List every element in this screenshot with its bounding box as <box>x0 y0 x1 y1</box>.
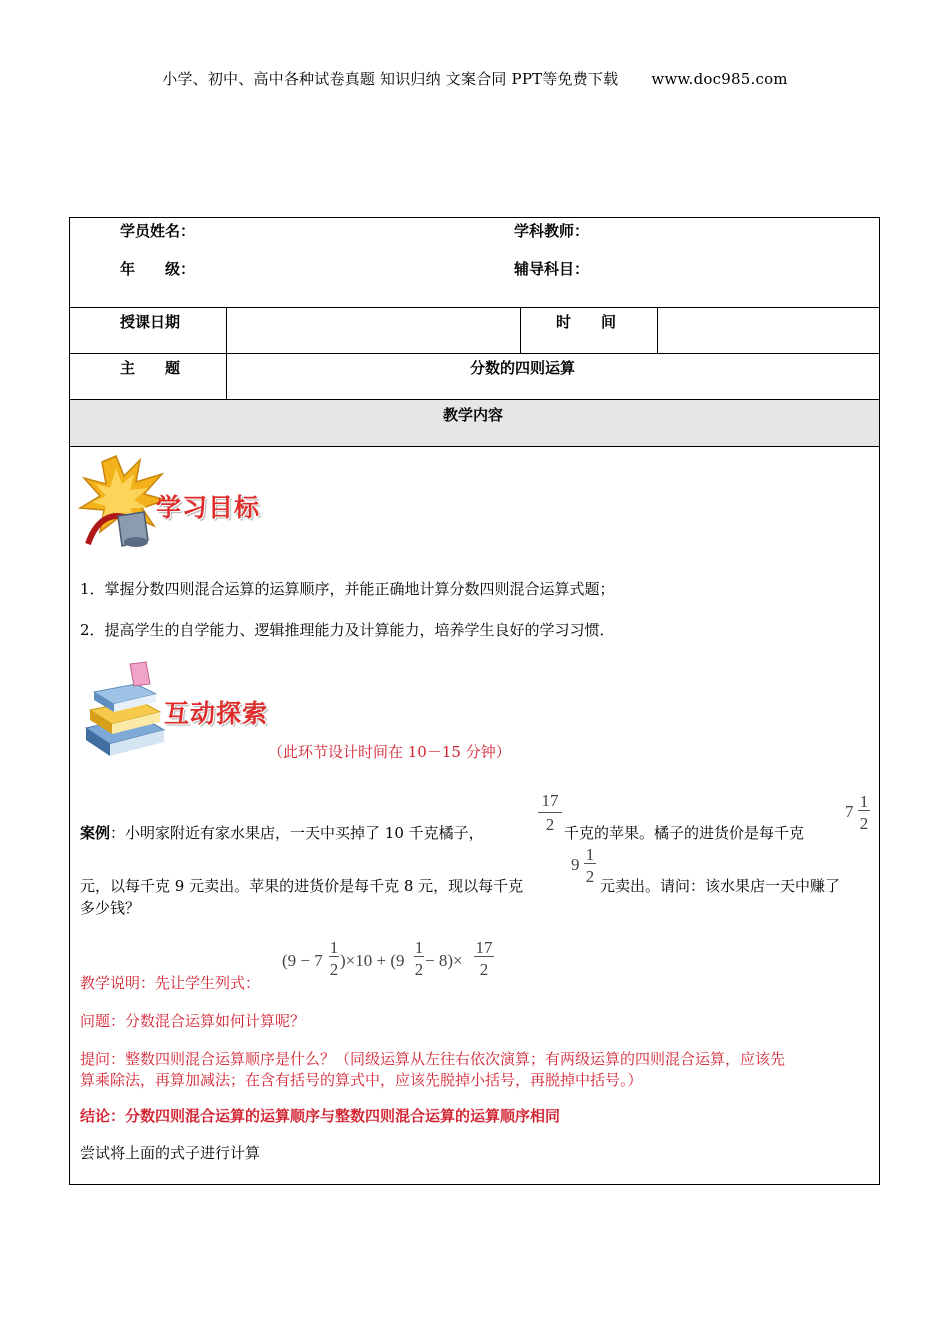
formula-numerator: 1 <box>414 938 424 957</box>
case-label: 案例 <box>80 824 111 842</box>
page-header <box>0 68 950 89</box>
header-text: 小学、初中、高中各种试卷真题 知识归纳 文案合同 PPT等免费下载 <box>162 70 619 88</box>
goal-item: 2．提高学生的自学能力、逻辑推理能力及计算能力，培养学生良好的学习习惯． <box>80 621 615 639</box>
formula-numerator: 17 <box>475 938 493 957</box>
topic-label: 主 题 <box>120 359 181 377</box>
case-text: ：小明家附近有家水果店，一天中买掉了 10 千克橘子， <box>110 824 484 842</box>
goals-title: 学习目标 <box>156 493 261 522</box>
formula-part: (9 − 7 <box>282 951 323 970</box>
time-label: 时 间 <box>556 313 617 331</box>
topic-value: 分数的四则运算 <box>470 359 576 377</box>
col-divider <box>226 307 227 399</box>
teaching-try: 尝试将上面的式子进行计算 <box>80 1144 261 1162</box>
mixed-whole: 9 <box>571 855 580 874</box>
case-line-1a <box>80 822 484 843</box>
mixed-denominator: 2 <box>859 814 869 833</box>
date-label: 授课日期 <box>120 313 181 331</box>
lesson-table <box>69 217 880 1185</box>
books-icon <box>80 658 170 758</box>
row-divider <box>70 353 879 354</box>
formula-denominator: 2 <box>479 960 489 979</box>
header-site: www.doc985.com <box>651 70 788 88</box>
case-line-1b: 千克的苹果。橘子的进货价是每千克 <box>564 824 805 842</box>
col-divider <box>520 307 521 353</box>
formula-part: − 8)× <box>425 951 463 970</box>
maple-bell-icon <box>78 454 168 550</box>
teaching-note: 教学说明：先让学生列式： <box>80 974 261 992</box>
case-line-3: 多少钱？ <box>80 899 141 917</box>
student-name-label: 学员姓名： <box>120 222 196 240</box>
teaching-ask-line-1: 提问：整数四则混合运算顺序是什么？（同级运算从左往右依次演算；有两级运算的四则混合运算，应该先 <box>80 1050 786 1068</box>
fraction-numerator: 17 <box>541 791 559 810</box>
teaching-question: 问题：分数混合运算如何计算呢？ <box>80 1012 306 1030</box>
formula-part: )×10 + (9 <box>340 951 405 970</box>
row-divider <box>70 446 879 447</box>
mixed-numerator: 1 <box>859 792 869 811</box>
formula <box>282 936 502 990</box>
mixed-numerator: 1 <box>585 845 595 864</box>
formula-denominator: 2 <box>329 960 339 979</box>
subject-label: 辅导科目： <box>514 260 590 278</box>
row-divider <box>70 307 879 308</box>
fraction-17-2 <box>538 792 562 833</box>
mixed-denominator: 2 <box>585 867 595 886</box>
formula-numerator: 1 <box>329 938 339 957</box>
content-label: 教学内容 <box>443 406 504 424</box>
teaching-conclusion: 结论：分数四则混合运算的运算顺序与整数四则混合运算的运算顺序相同 <box>80 1107 561 1125</box>
time-note: （此环节设计时间在 10－15 分钟） <box>268 743 511 761</box>
formula-denominator: 2 <box>414 960 424 979</box>
explore-title: 互动探索 <box>164 699 269 728</box>
teaching-ask-line-2: 算乘除法，再算加减法；在含有括号的算式中，应该先脱掉小括号，再脱掉中括号。） <box>80 1071 643 1089</box>
fraction-denominator: 2 <box>545 815 555 834</box>
row-divider <box>70 399 879 400</box>
case-line-2b: 元卖出。请问：该水果店一天中赚了 <box>600 877 841 895</box>
goal-item: 1．掌握分数四则混合运算的运算顺序，并能正确地计算分数四则混合运算式题； <box>80 580 615 598</box>
col-divider <box>657 307 658 353</box>
case-line-2a: 元，以每千克 9 元卖出。苹果的进货价是每千克 8 元，现以每千克 <box>80 877 524 895</box>
grade-label: 年 级： <box>120 260 196 278</box>
teacher-label: 学科教师： <box>514 222 590 240</box>
mixed-whole: 7 <box>845 802 854 821</box>
